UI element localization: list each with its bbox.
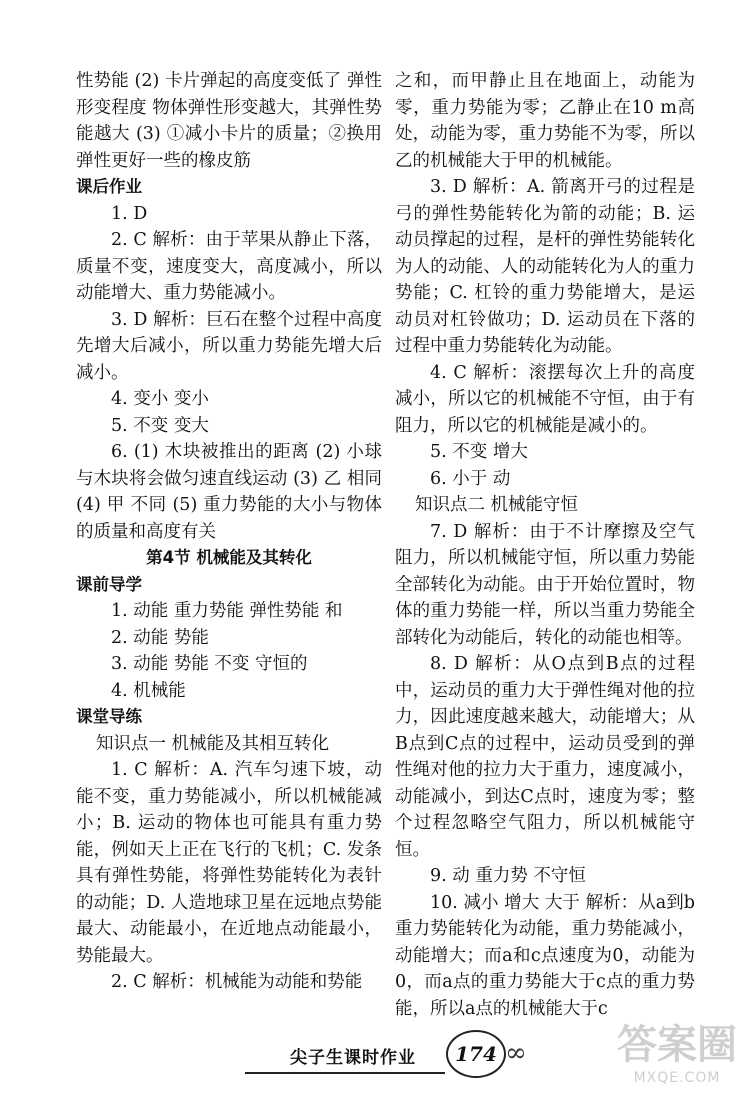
decorative-swirl-icon: ∞ [505,1038,527,1068]
answer-paragraph: 知识点二 机械能守恒 [415,495,579,515]
footer-title: 尖子生课时作业 [290,1048,416,1068]
watermark-logo [612,1020,742,1110]
answer-paragraph: 1. C 解析：A. 汽车匀速下坡，动能不变，重力势能减小，所以机械能减小；B. 运动的物体也可能具有重力势能，例如天上正在飞行的飞机；C. 发条具有弹性势能，将弹性势能转化为表针的动能；D. 人造地球卫星在远地点势能最大、动能最小，在近地点动能最小，势能最大。 [76,760,382,966]
answer-paragraph: 之和，而甲静止且在地面上，动能为零，重力势能为零；乙静止在10 m高处，动能为零，重力势能不为零，所以乙的机械能大于甲的机械能。 [395,71,695,171]
answer-paragraph: 4. 机械能 [111,680,186,701]
answer-paragraph: 4. C 解析：滚摆每次上升的高度减小，所以它的机械能不守恒，由于有阻力，所以它的机械能是减小的。 [395,362,695,436]
section-heading: 第4节 机械能及其转化 [146,548,312,567]
answer-paragraph: 2. C 解析：机械能为动能和势能 [111,972,363,992]
answer-paragraph: 2. C 解析：由于苹果从静止下落，质量不变，速度变大，高度减小，所以动能增大、重力势能减小。 [76,230,382,303]
answer-paragraph: 4. 变小 变小 [111,389,209,409]
answer-paragraph: 5. 不变 增大 [430,442,528,462]
answer-paragraph: 1. 动能 重力势能 弹性势能 和 [111,601,343,621]
page-number: 174 [455,1042,497,1066]
answer-paragraph: 3. 动能 势能 不变 守恒的 [111,654,308,674]
answer-paragraph: 6. (1) 木块被推出的距离 (2) 小球与木块将会做匀速直线运动 (3) 乙 相同 (4) 甲 不同 (5) 重力势能的大小与物体的质量和高度有关 [76,442,382,542]
answer-paragraph: 性势能 (2) 卡片弹起的高度变低了 弹性形变程度 物体弹性形变越大，其弹性势能越大 (3) ①减小卡片的质量；②换用弹性更好一些的橡皮筋 [76,71,382,171]
answer-paragraph: 5. 不变 变大 [111,415,209,436]
section-heading: 课堂导练 [76,707,142,726]
answer-paragraph: 7. D 解析：由于不计摩擦及空气阻力，所以机械能守恒，所以重力势能全部转化为动能。由于开始位置时，物体的重力势能一样，所以当重力势能全部转化为动能后，转化的动能也相等。 [395,521,695,648]
answer-paragraph: 知识点一 机械能及其相互转化 [96,733,330,754]
answer-paragraph: 3. D 解析：巨石在整个过程中高度先增大后减小，所以重力势能先增大后减小。 [76,309,382,383]
answer-paragraph: 10. 减小 增大 大于 解析：从a到b重力势能转化为动能，重力势能减小，动能增大；而a和c点速度为0，动能为0，而a点的重力势能大于c点的重力势能，所以a点的机械能大于c [395,892,695,1019]
watermark-text: 答案圈 [617,1022,737,1068]
right-column [395,68,695,1022]
answer-paragraph: 2. 动能 势能 [111,627,209,648]
footer-rule [245,1072,445,1074]
left-column [76,68,382,996]
answer-paragraph: 3. D 解析：A. 箭离开弓的过程是弓的弹性势能转化为箭的动能；B. 运动员撑起的过程，是杆的弹性势能转化为人的动能、人的动能转化为人的重力势能；C. 杠铃的重力势能增大，是运动员对杠铃做功；D. 运动员在下落的过程中重力势能转化为动能。 [395,177,695,356]
answer-paragraph: 8. D 解析：从O点到B点的过程中，运动员的重力大于弹性绳对他的拉力，因此速度越来越大，动能增大；从B点到C点的过程中，运动员受到的弹性绳对他的拉力大于重力，速度减小，动能减小，到达C点时，速度为零；整个过程忽略空气阻力，所以机械能守恒。 [395,654,695,860]
page-number-badge [446,1030,506,1078]
section-heading: 课后作业 [76,177,142,196]
answer-paragraph: 6. 小于 动 [430,468,511,489]
answer-paragraph: 1. D [111,203,148,224]
section-heading: 课前导学 [76,574,142,594]
answer-paragraph: 9. 动 重力势 不守恒 [430,866,586,886]
watermark-url: MXQE.COM [633,1070,721,1086]
page-footer [0,1010,750,1110]
